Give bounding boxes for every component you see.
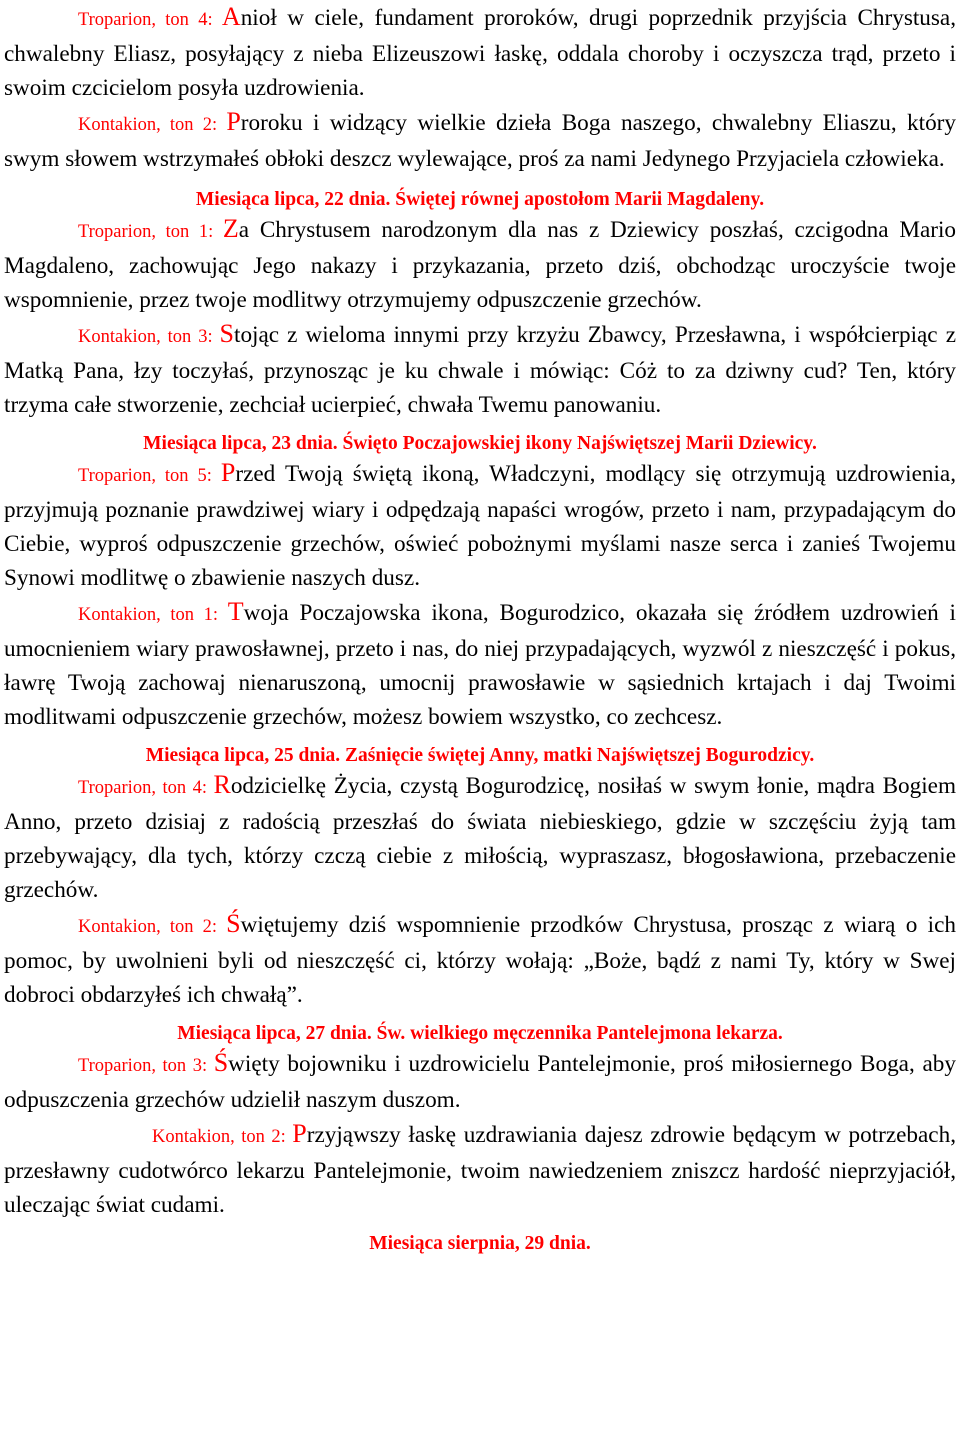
hymn-label: Troparion, ton 1:	[78, 222, 223, 242]
hymn-label: Kontakion, ton 2:	[78, 115, 227, 135]
hymn-text: rzed Twoją świętą ikoną, Władczyni, modlący się otrzymują uzdrowienia, przyjmują poznanie prawdziwej wiary i odpędzają napaści wrogów, przeto i nam, przypadającym do Ciebie, wyproś odpuszczenie grzechów, oświeć pobożnymi myślami nasze serca i zanieś Twojemu Synowi modlitwę o zbawienie naszych dusz.	[4, 461, 956, 591]
hymn-text: odzicielkę Życia, czystą Bogurodzicę, nosiłaś w swym łonie, mądra Bogiem Anno, przeto dzisiaj z radością przeszłaś do świata niebieskiego, gdzie w szczęściu żyją tam przebywający, dla tych, którzy czczą ciebie z miłością, wypraszasz, błogosławiona, przebaczenie grzechów.	[4, 773, 956, 903]
hymn-initial: P	[292, 1119, 307, 1148]
troparion-saint-anne	[4, 768, 956, 907]
hymn-initial: P	[226, 107, 241, 136]
hymn-label: Troparion, ton 3:	[78, 1056, 214, 1076]
kontakion-saint-anne	[4, 907, 956, 1012]
hymn-initial: S	[219, 319, 234, 348]
kontakion-panteleimon	[4, 1117, 956, 1222]
hymn-text: więtujemy dziś wspomnienie przodków Chrystusa, prosząc z wiarą o ich pomoc, by uwolnieni byli od nieszczęść ci, którzy wołają: „Boże, bądź z nami Ty, który w Swej dobroci obdarzyłeś ich chwałą”.	[4, 912, 956, 1008]
hymn-label: Troparion, ton 4:	[78, 778, 214, 798]
troparion-panteleimon	[4, 1046, 956, 1117]
troparion-mary-magdalene	[4, 212, 956, 317]
feast-heading-july-23: Miesiąca lipca, 23 dnia. Święto Poczajowskiej ikony Najświętszej Marii Dziewicy.	[143, 433, 817, 454]
hymn-label: Kontakion, ton 3:	[78, 327, 220, 347]
hymn-text: rzyjąwszy łaskę uzdrawiania dajesz zdrowie będącym w potrzebach, przesławny cudotwórco lekarzu Pantelejmonie, twoim nawiedzeniem zniszcz hardość nieprzyjaciół, uleczając świat cudami.	[4, 1122, 956, 1218]
hymn-initial: Ś	[226, 909, 241, 938]
hymn-text: roroku i widzący wielkie dzieła Boga naszego, chwalebny Eliaszu, który swym słowem wstrzymałeś obłoki deszcz wylewające, proś za nami Jedynego Przyjaciela człowieka.	[4, 110, 956, 172]
hymn-text: woja Poczajowska ikona, Bogurodzico, okazała się źródłem uzdrowień i umocnieniem wiary prawosławnej, przeto i nas, do niej przypadających, wyzwól z nieszczęść i pokus, ławrę Twoją zachowaj nienaruszoną, umocnij prawosławie w sąsiednich krtajach i daj Twoimi modlitwami odpuszczenie grzechów, możesz bowiem wszystko, co zechcesz.	[4, 600, 956, 730]
feast-heading-july-27: Miesiąca lipca, 27 dnia. Św. wielkiego męczennika Pantelejmona lekarza.	[177, 1023, 783, 1044]
hymn-initial: P	[220, 458, 236, 487]
kontakion-mary-magdalene	[4, 317, 956, 422]
hymn-text: a Chrystusem narodzonym dla nas z Dziewicy poszłaś, czcigodna Mario Magdaleno, zachowując Jego nakazy i przykazania, przeto dziś, obchodząc uroczyście twoje wspomnienie, przez twoje modlitwy otrzymujemy odpuszczenie grzechów.	[4, 217, 956, 313]
feast-heading-august-29: Miesiąca sierpnia, 29 dnia.	[369, 1233, 591, 1254]
hymn-label: Kontakion, ton 2:	[78, 917, 227, 937]
hymn-text: więty bojowniku i uzdrowicielu Pantelejmonie, proś miłosiernego Boga, aby odpuszczenia grzechów udzielił naszym duszom.	[4, 1051, 956, 1113]
hymn-label: Troparion, ton 4:	[78, 10, 222, 30]
hymn-initial: A	[221, 2, 241, 31]
hymn-label: Kontakion, ton 1:	[78, 605, 228, 625]
hymn-initial: T	[227, 597, 244, 626]
hymn-initial: Z	[222, 214, 239, 243]
troparion-elijah	[4, 0, 956, 105]
hymn-text: tojąc z wieloma innymi przy krzyżu Zbawcy, Przesławna, i współcierpiąc z Matką Pana, łzy toczyłaś, przynosząc je ku chwale i mówiąc: Cóż to za dziwny cud? Ten, który trzyma całe stworzenie, zechciał ucierpieć, chwała Twemu panowaniu.	[4, 322, 956, 418]
kontakion-pochaiv-icon	[4, 595, 956, 734]
kontakion-elijah	[4, 105, 956, 176]
hymn-label: Kontakion, ton 2:	[152, 1127, 293, 1147]
feast-heading-july-22: Miesiąca lipca, 22 dnia. Świętej równej apostołom Marii Magdaleny.	[195, 189, 765, 210]
hymn-initial: R	[213, 770, 231, 799]
troparion-pochaiv-icon	[4, 456, 956, 595]
hymn-initial: Ś	[213, 1048, 229, 1077]
hymn-label: Troparion, ton 5:	[78, 466, 221, 486]
feast-heading-july-25: Miesiąca lipca, 25 dnia. Zaśnięcie świętej Anny, matki Najświętszej Bogurodzicy.	[145, 745, 815, 766]
hymn-text: nioł w ciele, fundament proroków, drugi poprzednik przyjścia Chrystusa, chwalebny Eliasz, posyłający z nieba Elizeuszowi łaskę, oddala choroby i oczyszcza trąd, przeto i swoim czcicielom posyła uzdrowienia.	[4, 5, 956, 101]
